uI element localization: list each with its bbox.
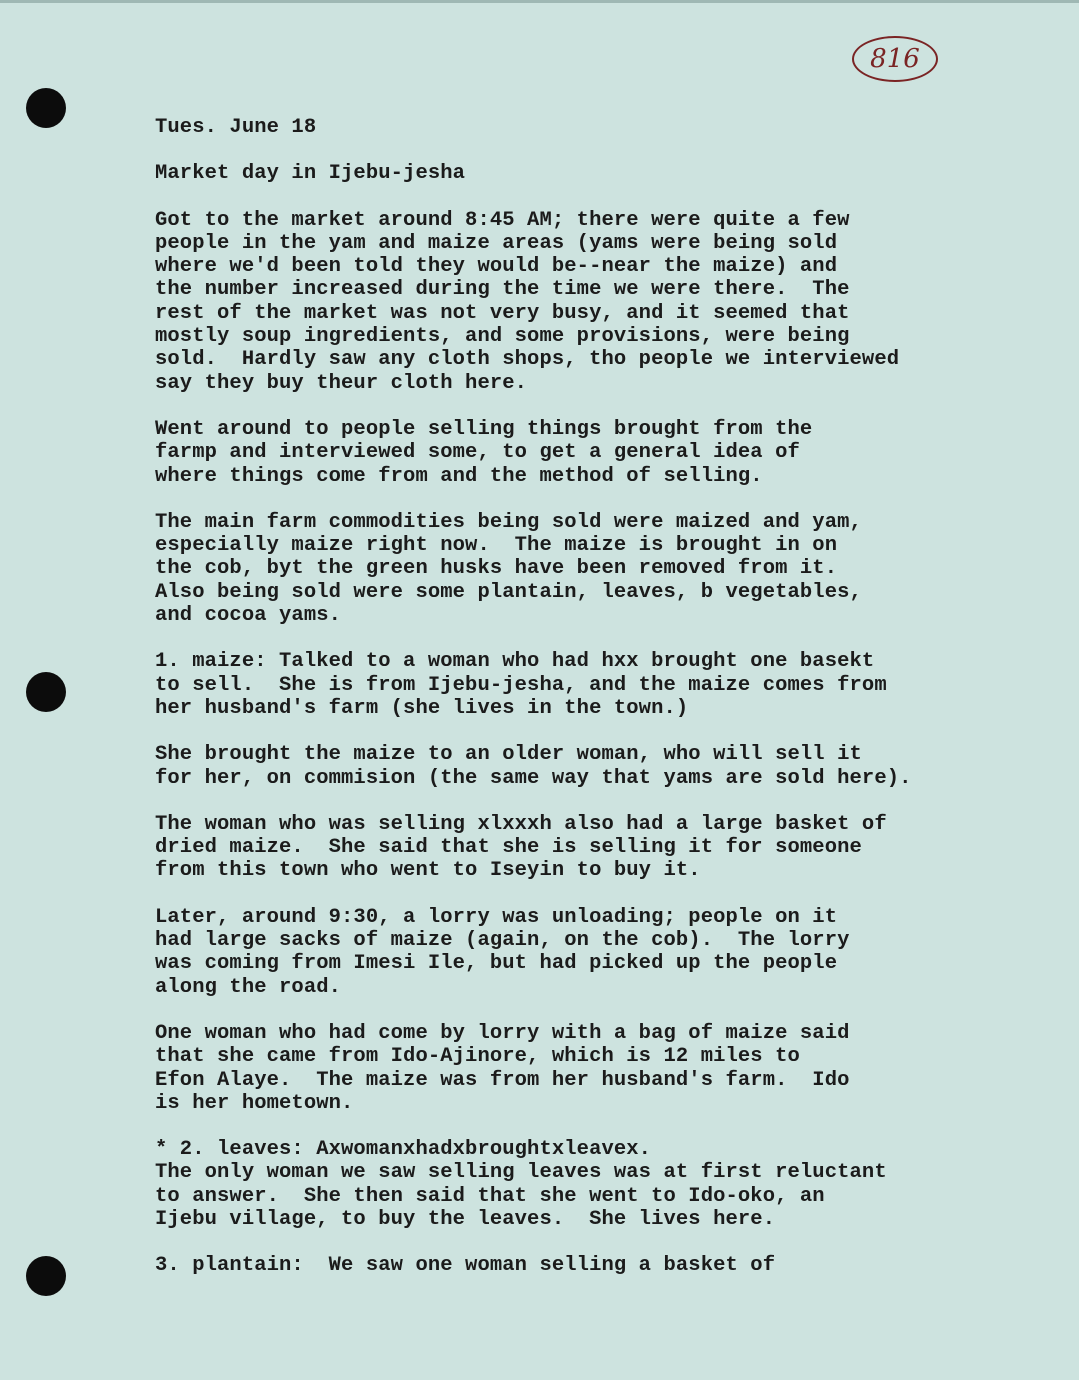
text-line: Efon Alaye. The maize was from her husband's farm. Ido xyxy=(155,1068,850,1092)
text-line: dried maize. She said that she is selling it for someone xyxy=(155,836,862,860)
text-line: her husband's farm (she lives in the town.) xyxy=(155,696,689,720)
text-line: to answer. She then said that she went to Ido-oko, an xyxy=(155,1184,825,1208)
text-line: was coming from Imesi Ile, but had picked up the people xyxy=(155,952,838,976)
heading-line xyxy=(155,162,1025,185)
paragraph xyxy=(155,1022,1025,1115)
date: Tues. June 18 xyxy=(155,116,317,139)
heading: Market day in Ijebu-jesha xyxy=(155,162,466,186)
text-line: farmp and interviewed some, to get a general idea of xyxy=(155,441,800,465)
text-line: the cob, byt the green husks have been removed from it. xyxy=(155,557,838,581)
text-line: Also being sold were some plantain, leaves, b vegetables, xyxy=(155,580,862,604)
text-line: people in the yam and maize areas (yams were being sold xyxy=(155,231,838,255)
page-number-stamp: 816 xyxy=(852,36,938,82)
text-line: rest of the market was not very busy, and it seemed that xyxy=(155,301,850,325)
text-line: from this town who went to Iseyin to buy it. xyxy=(155,859,701,883)
paragraph xyxy=(155,511,1025,627)
text-line: the number increased during the time we were there. The xyxy=(155,278,850,302)
paragraph xyxy=(155,209,1025,395)
text-line: where things come from and the method of selling. xyxy=(155,464,763,488)
paragraph xyxy=(155,906,1025,999)
paragraphs xyxy=(155,209,1025,1278)
text-line: She brought the maize to an older woman, who will sell it xyxy=(155,743,862,767)
text-line: Got to the market around 8:45 AM; there were quite a few xyxy=(155,208,850,232)
paragraph xyxy=(155,650,1025,720)
paragraph xyxy=(155,1138,1025,1231)
page-top-edge xyxy=(0,0,1079,3)
punch-hole-middle xyxy=(26,672,66,712)
text-line: The only woman we saw selling leaves was at first reluctant xyxy=(155,1161,887,1185)
punch-hole-bottom xyxy=(26,1256,66,1296)
text-line: * 2. leaves: Axwomanxhadxbroughtxleavex. xyxy=(155,1138,652,1162)
text-line: 3. plantain: We saw one woman selling a basket of xyxy=(155,1254,776,1278)
text-line: One woman who had come by lorry with a bag of maize said xyxy=(155,1021,850,1045)
text-line: Ijebu village, to buy the leaves. She lives here. xyxy=(155,1207,776,1231)
text-line: Went around to people selling things brought from the xyxy=(155,417,813,441)
text-line: Later, around 9:30, a lorry was unloading; people on it xyxy=(155,905,838,929)
text-line: had large sacks of maize (again, on the cob). The lorry xyxy=(155,929,850,953)
typed-text xyxy=(155,116,1025,1301)
text-line: say they buy theur cloth here. xyxy=(155,371,528,395)
text-line: to sell. She is from Ijebu-jesha, and the maize comes from xyxy=(155,673,887,697)
paragraph xyxy=(155,1254,1025,1277)
text-line: 1. maize: Talked to a woman who had hxx brought one basekt xyxy=(155,650,875,674)
paragraph xyxy=(155,813,1025,883)
text-line: mostly soup ingredients, and some provisions, were being xyxy=(155,325,850,349)
text-line: for her, on commision (the same way that yams are sold here). xyxy=(155,766,912,790)
text-line: The main farm commodities being sold were maized and yam, xyxy=(155,510,862,534)
paragraph xyxy=(155,418,1025,488)
text-line: The woman who was selling xlxxxh also had a large basket of xyxy=(155,812,887,836)
text-line: sold. Hardly saw any cloth shops, tho people we interviewed xyxy=(155,348,900,372)
punch-hole-top xyxy=(26,88,66,128)
text-line: where we'd been told they would be--near the maize) and xyxy=(155,255,838,279)
paragraph xyxy=(155,743,1025,790)
text-line: along the road. xyxy=(155,975,342,999)
text-line: especially maize right now. The maize is brought in on xyxy=(155,534,838,558)
text-line: is her hometown. xyxy=(155,1091,354,1115)
text-line: that she came from Ido-Ajinore, which is 12 miles to xyxy=(155,1045,800,1069)
text-line: and cocoa yams. xyxy=(155,604,342,628)
date-line xyxy=(155,116,1025,139)
